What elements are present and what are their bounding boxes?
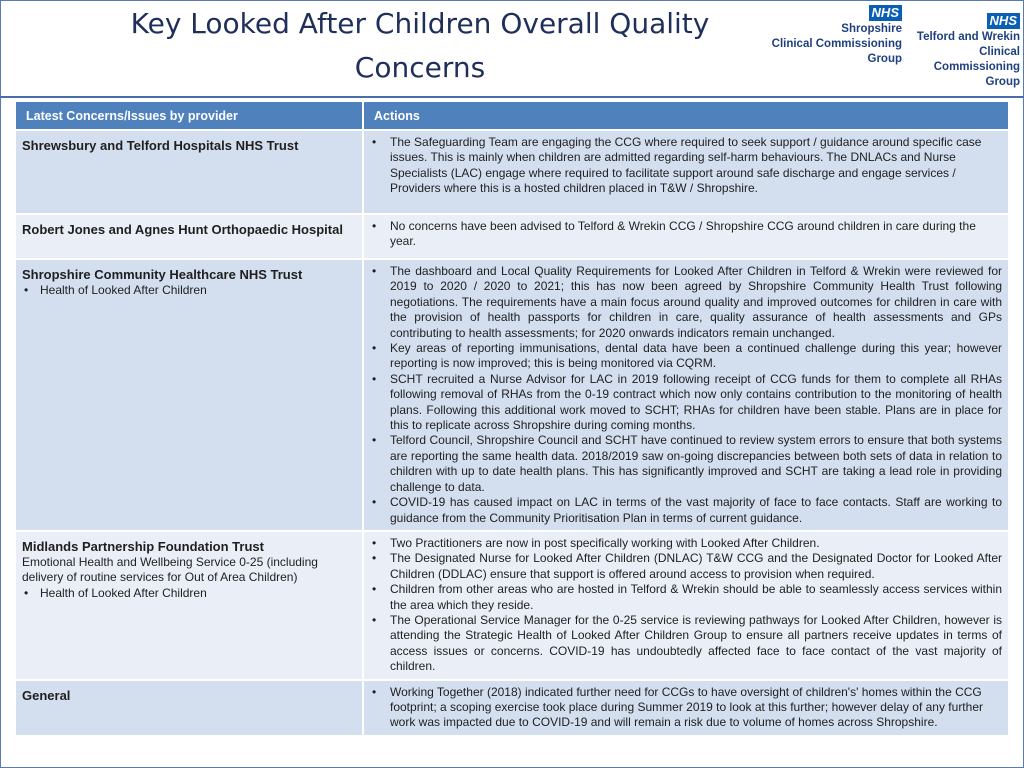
table-row — [15, 130, 1009, 214]
provider-cell — [15, 259, 363, 531]
logo-line: Telford and Wrekin — [916, 31, 1020, 43]
action-item: • Two Practitioners are now in post specifically working with Looked After Children. — [390, 536, 1002, 551]
provider-cell — [15, 531, 363, 680]
provider-sub-item: • Health of Looked After Children — [22, 586, 356, 601]
actions-cell — [363, 130, 1009, 214]
nhs-badge: NHS — [987, 13, 1020, 29]
provider-name: Midlands Partnership Foundation Trust — [22, 538, 264, 554]
action-item: • The Safeguarding Team are engaging the CCG where required to seek support / guidance around specific case issues. This is mainly when children are admitted regarding self-harm behaviours. The DNLACs and Nurse Specialists (LAC) engage where required to facilitate support around safe discharge and engage services / Providers where this is a hosted children placed in T&W / Shropshire. — [390, 135, 1002, 197]
table-row — [15, 531, 1009, 680]
action-item: • The Designated Nurse for Looked After Children (DNLAC) T&W CCG and the Designated Doctor for Looked After Children (DDLAC) ensure that support is offered around access to provision when required. — [390, 551, 1002, 582]
action-item: • Telford Council, Shropshire Council and SCHT have continued to review system errors to ensure that both systems are reporting the same health data. 2018/2019 saw on-going discrepancies between both sets of data in relation to children with up to date health plans. This has significantly improved and SCHT are taking a lead role in providing challenge to data. — [390, 433, 1002, 495]
actions-cell — [363, 214, 1009, 259]
provider-name: General — [22, 687, 71, 703]
title-line-1: Key Looked After Children Overall Quality — [130, 7, 710, 40]
nhs-badge: NHS — [869, 5, 902, 21]
table-row — [15, 214, 1009, 259]
column-header-concerns: Latest Concerns/Issues by provider — [15, 101, 363, 130]
action-item: • No concerns have been advised to Telford & Wrekin CCG / Shropshire CCG around children in care during the year. — [390, 219, 1002, 250]
logo-line: Clinical Commissioning Group — [771, 38, 902, 65]
provider-cell — [15, 130, 363, 214]
telford-wrekin-ccg-logo — [900, 12, 1020, 90]
actions-cell — [363, 531, 1009, 680]
header-divider — [0, 96, 1024, 98]
table-header-row — [15, 101, 1009, 130]
actions-cell — [363, 680, 1009, 736]
action-item: • Working Together (2018) indicated further need for CCGs to have oversight of children's' homes within the CCG footprint; a scoping exercise took place during Summer 2019 to look at this further; however delay of any further work was impacted due to COVID-19 and will remain a risk due to volume of homes across Shropshire. — [390, 685, 1002, 731]
action-item: • SCHT recruited a Nurse Advisor for LAC in 2019 following receipt of CCG funds for them to complete all RHAs following removal of RHAs from the 0-19 contract which now only contains contribution to the monitoring of health plans. Following this additional work moved to SCHT; RHAs for children have been stable. Plans are in place for this to replicate across Shropshire during coming months. — [390, 372, 1002, 434]
provider-description: Emotional Health and Wellbeing Service 0-25 (including delivery of routine services for Out of Area Children) — [22, 554, 318, 585]
provider-name: Shrewsbury and Telford Hospitals NHS Trust — [22, 138, 299, 153]
column-header-actions: Actions — [363, 101, 1009, 130]
action-item: • Children from other areas who are hosted in Telford & Wrekin should be able to seamlessly access services within the area which they reside. — [390, 582, 1002, 613]
logo-line: Clinical Commissioning Group — [933, 46, 1020, 88]
provider-name: Robert Jones and Agnes Hunt Orthopaedic Hospital — [22, 222, 343, 237]
concerns-table — [14, 100, 1010, 737]
action-item: • The dashboard and Local Quality Requirements for Looked After Children in Telford & Wrekin were reviewed for 2019 to 2020 / 2020 to 2021; this has now been agreed by Shropshire Community Health Trust following negotiations. The requirements have a main focus around quality and improved outcomes for children in care with the provision of health passports for children in care, quality assurance of health assessments and GPs contributing to health assessments; for 2020 onwards indicators remain unchanged. — [390, 264, 1002, 341]
table-row — [15, 259, 1009, 531]
action-item: • The Operational Service Manager for the 0-25 service is reviewing pathways for Looked After Children, however is attending the Strategic Health of Looked After Children Group to ensure all partners receive updates in terms of access issues or concerns. COVID-19 has undoubtedly affected face to face contact of the vast majority of children. — [390, 613, 1002, 675]
action-item: • Key areas of reporting immunisations, dental data have been a continued challenge during this year; however reporting is now improved; this is being monitored via CQRM. — [390, 341, 1002, 372]
slide-title — [110, 2, 730, 90]
logo-line: Shropshire — [841, 23, 902, 35]
title-line-2: Concerns — [354, 51, 486, 84]
action-item: • COVID-19 has caused impact on LAC in terms of the vast majority of face to face contacts. Staff are working to guidance from the Community Prioritisation Plan in terms of current guidance. — [390, 495, 1002, 526]
provider-cell — [15, 214, 363, 259]
provider-sub-item: • Health of Looked After Children — [22, 283, 356, 298]
provider-cell — [15, 680, 363, 736]
table-row — [15, 680, 1009, 736]
shropshire-ccg-logo — [766, 4, 902, 67]
provider-name: Shropshire Community Healthcare NHS Trust — [22, 267, 303, 282]
actions-cell — [363, 259, 1009, 531]
